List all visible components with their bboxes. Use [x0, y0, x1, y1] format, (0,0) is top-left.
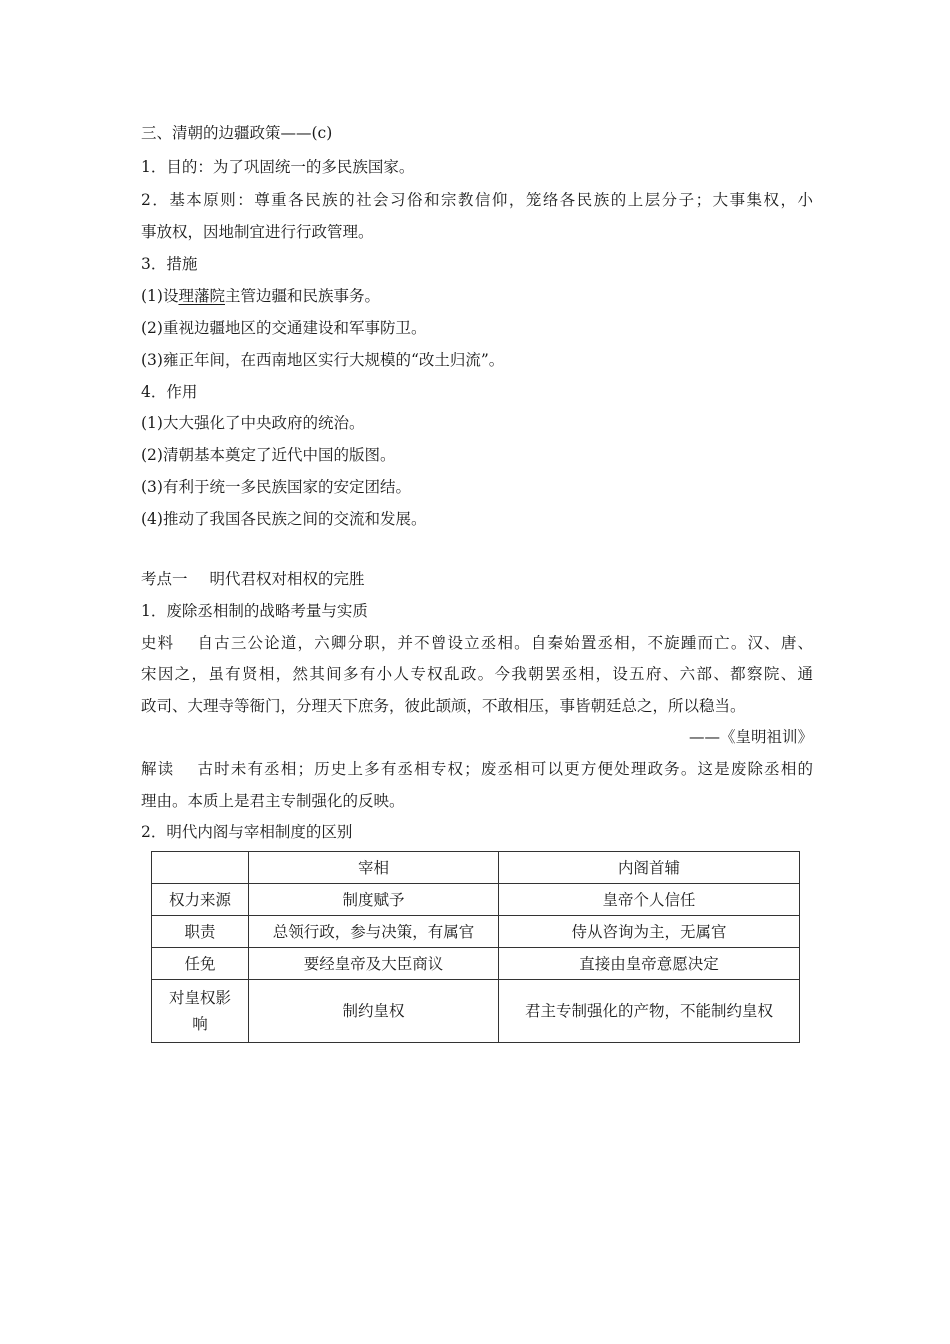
table-cell: 制约皇权: [249, 980, 499, 1043]
principle-line-2: 事放权，因地制宜进行行政管理。: [141, 223, 374, 241]
table-header-row: [152, 852, 800, 884]
table-cell: 总领行政，参与决策，有属官: [249, 916, 499, 948]
table-row: [152, 884, 800, 916]
effect-1: (1)大大强化了中央政府的统治。: [141, 414, 365, 432]
kaodian-label: 考点一: [141, 570, 188, 588]
source-label: 史料: [141, 634, 175, 652]
table-cell: 侍从咨询为主，无属官: [499, 916, 800, 948]
table-row: [152, 916, 800, 948]
table-cell: 直接由皇帝意愿决定: [499, 948, 800, 980]
measure-1-suffix: 主管边疆和民族事务。: [224, 287, 380, 305]
table-header-cell: 内阁首辅: [499, 852, 800, 884]
table-cell: 皇帝个人信任: [499, 884, 800, 916]
measure-1: [141, 286, 813, 306]
source-citation: ——《皇明祖训》: [688, 728, 813, 746]
table-cell: 要经皇帝及大臣商议: [249, 948, 499, 980]
effects-heading: 4．作用: [141, 383, 198, 401]
table-row: [152, 980, 800, 1043]
effect-2: (2)清朝基本奠定了近代中国的版图。: [141, 446, 396, 464]
table-cell: 职责: [152, 916, 249, 948]
table-header-cell: [152, 852, 249, 884]
goal-line: 1．目的：为了巩固统一的多民族国家。: [141, 158, 415, 176]
point-2-heading: 2．明代内阁与宰相制度的区别: [141, 823, 353, 841]
interp-label: 解读: [141, 760, 175, 778]
table-cell: 对皇权影响: [152, 980, 249, 1043]
measure-1-prefix: (1)设: [141, 287, 179, 305]
table-cell: 任免: [152, 948, 249, 980]
table-cell: 制度赋予: [249, 884, 499, 916]
comparison-table: [151, 851, 800, 1043]
measure-2: (2)重视边疆地区的交通建设和军事防卫。: [141, 319, 427, 337]
measure-3: (3)雍正年间，在西南地区实行大规模的“改土归流”。: [141, 351, 505, 369]
source-line-3: 政司、大理寺等衙门，分理天下庶务，彼此颉颃，不敢相压，事皆朝廷总之，所以稳当。: [141, 697, 746, 715]
kaodian-heading: [141, 569, 813, 589]
principle-line-1: 2．基本原则：尊重各民族的社会习俗和宗教信仰，笼络各民族的上层分子；大事集权，小: [141, 191, 813, 209]
kaodian-title: 明代君权对相权的完胜: [209, 570, 365, 588]
source-line-2: 宋因之，虽有贤相，然其间多有小人专权乱政。今我朝罢丞相，设五府、六部、都察院、通: [141, 665, 813, 683]
effect-3: (3)有利于统一多民族国家的安定团结。: [141, 478, 411, 496]
table-header-cell: 宰相: [249, 852, 499, 884]
measures-heading: 3．措施: [141, 255, 198, 273]
lifanyuan-term: 理藩院: [178, 287, 225, 305]
interp-line-1: [141, 759, 813, 779]
source-line-1: [141, 633, 813, 653]
table-cell: 权力来源: [152, 884, 249, 916]
effect-4: (4)推动了我国各民族之间的交流和发展。: [141, 510, 427, 528]
interp-line-2: 理由。本质上是君主专制强化的反映。: [141, 792, 405, 810]
interp-text-1: 古时未有丞相；历史上多有丞相专权；废丞相可以更方便处理政务。这是废除丞相的: [196, 760, 813, 778]
section-heading: 三、清朝的边疆政策——(c): [141, 124, 333, 142]
table-row: [152, 948, 800, 980]
table-cell: 君主专制强化的产物，不能制约皇权: [499, 980, 800, 1043]
source-text-1: 自古三公论道，六卿分职，并不曾设立丞相。自秦始置丞相，不旋踵而亡。汉、唐、: [196, 634, 813, 652]
point-1-heading: 1．废除丞相制的战略考量与实质: [141, 602, 368, 620]
